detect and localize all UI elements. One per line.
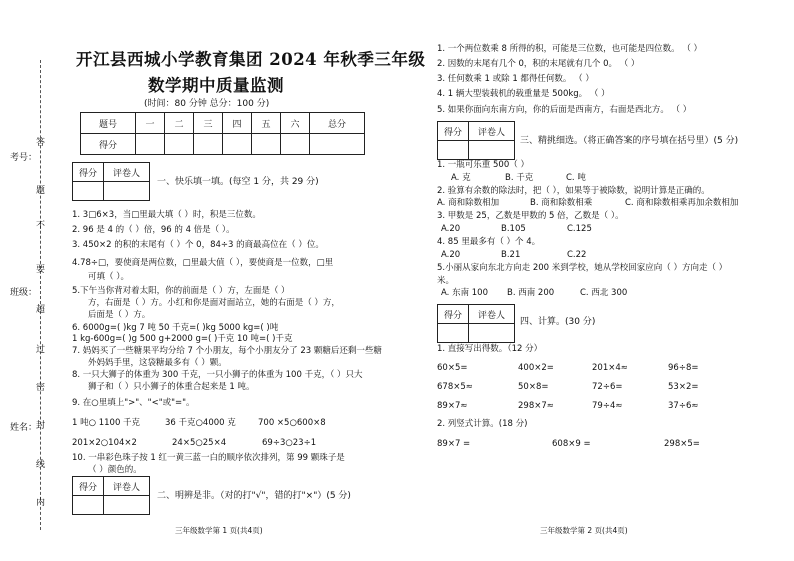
choice-option: C. 商和除数相乘再加余数相加 — [625, 198, 739, 208]
question-8-cont: 狮子和（ ）只小狮子的体重合起来是 1 吨。 — [88, 382, 255, 392]
choice-option: C. 西北 300 — [580, 288, 628, 298]
exam-number-label: 考号： — [10, 153, 38, 163]
score-cell[interactable] — [165, 134, 194, 155]
choice-option: C.22 — [567, 250, 587, 260]
choice-2: 2. 验算有余数的除法时，把（ ），如果等于被除数，说明计算是正确的。 — [437, 186, 710, 196]
choice-option: B. 西南 200 — [507, 288, 555, 298]
choice-1: 1. 一瓶可乐重 500（ ） — [437, 160, 529, 170]
grader-box — [437, 121, 515, 160]
oral-item: 79÷4≈ — [592, 401, 623, 411]
question-10: 10. 一串彩色珠子按 1 红一黄三蓝一白的顺序依次排列，第 99 颗珠子是 — [72, 453, 345, 463]
oral-item: 400×2= — [518, 363, 554, 373]
compare-item: 1 吨○ 1100 千克 — [72, 418, 141, 428]
choice-5: 5.小丽从家向东北方向走 200 米到学校，她从学校回家应向（ ）方向走（ ） — [437, 263, 728, 273]
compare-item: 700 ×5○600×8 — [258, 418, 326, 428]
binding-char: 封 — [36, 421, 46, 431]
grader-name-cell[interactable] — [104, 496, 150, 515]
exam-meta: (时间：80 分钟 总分：100 分) — [144, 99, 270, 109]
grader-name-cell[interactable] — [469, 141, 515, 160]
grader-score-cell[interactable] — [73, 182, 104, 201]
vertical-calc-item: 89×7 = — [437, 439, 471, 449]
grader-score-label: 得分 — [73, 163, 104, 182]
oral-item: 60×5= — [437, 363, 468, 373]
compare-item: 201×2○104×2 — [72, 438, 137, 448]
binding-char: 内 — [36, 498, 46, 508]
score-cell[interactable] — [194, 134, 223, 155]
grader-score-label: 得分 — [438, 305, 469, 324]
judge-2: 2. 因数的末尾有几个 0，积的末尾就有几个 0。 （ ） — [437, 59, 640, 69]
question-6: 6. 6000g=( )kg 7 吨 50 千克=( )kg 5000 kg=( )吨 — [72, 323, 279, 333]
judge-3: 3. 任何数乘 1 或除 1 都得任何数。 （ ） — [437, 74, 594, 84]
vertical-calc-item: 608×9 = — [552, 439, 591, 449]
vertical-calc-item: 298×5= — [664, 439, 700, 449]
class-label: 班级： — [10, 288, 38, 298]
question-1: 1. 3□6×3，当□里最大填（ ）时，积是三位数。 — [72, 210, 261, 220]
question-2: 2. 96 是 4 的（ ）倍，96 的 4 倍是（ ）。 — [72, 225, 235, 235]
grader-name-label: 评卷人 — [104, 163, 150, 182]
oral-item: 37÷6≈ — [668, 401, 699, 411]
oral-item: 678×5≈ — [437, 382, 473, 392]
score-header-cell: 五 — [251, 113, 280, 134]
question-8: 8. 一只大狮子的体重为 300 千克，一只小狮子的体重为 100 千克，（ ）只大 — [72, 370, 363, 380]
grader-score-cell[interactable] — [73, 496, 104, 515]
score-cell[interactable] — [251, 134, 280, 155]
grader-box — [437, 304, 515, 343]
score-cell[interactable] — [280, 134, 309, 155]
grader-name-label: 评卷人 — [469, 305, 515, 324]
question-7: 7. 妈妈买了一些糖果平均分给 7 个小朋友，每个小朋友分了 23 颗糖后还剩一些糖 — [72, 346, 382, 356]
binding-char: 题 — [36, 186, 46, 196]
question-6-cont: 1 kg-600g=( )g 500 g+2000 g=( )千克 10 吨=( )千克 — [72, 334, 293, 344]
oral-item: 72÷6= — [592, 382, 623, 392]
calc-part-2: 2. 列竖式计算。(18 分) — [437, 419, 528, 429]
grader-name-label: 评卷人 — [104, 477, 150, 496]
score-cell[interactable] — [309, 134, 364, 155]
score-header-cell: 三 — [194, 113, 223, 134]
binding-char: 不 — [36, 221, 46, 231]
grader-score-label: 得分 — [73, 477, 104, 496]
section-4-heading: 四、计算。(30 分) — [520, 317, 596, 327]
question-9: 9. 在○里填上">"、"<"或"="。 — [72, 398, 195, 408]
name-label: 姓名： — [10, 423, 38, 433]
question-10-cont: （ ）颜色的。 — [88, 465, 142, 475]
question-7-cont: 外妈妈手里，这袋糖最多有（ ）颗。 — [88, 358, 227, 368]
choice-3: 3. 甲数是 25，乙数是甲数的 5 倍，乙数是（ ）。 — [437, 211, 624, 221]
grader-score-cell[interactable] — [438, 141, 469, 160]
binding-char: 要 — [36, 265, 46, 275]
choice-option: C.125 — [567, 224, 592, 234]
question-5-cont: 方，右面是（ ）方。小红和你是面对面站立，她的右面是（ ）方， — [88, 298, 340, 308]
judge-4: 4. 1 辆大型装载机的载重量是 500kg。 （ ） — [437, 89, 610, 99]
exam-title: 开江县西城小学教育集团 2024 年秋季三年级 — [76, 50, 426, 69]
exam-subtitle: 数学期中质量监测 — [148, 76, 284, 95]
grader-box — [72, 162, 150, 201]
score-row-label: 得分 — [81, 134, 136, 155]
oral-item: 96÷8= — [668, 363, 699, 373]
binding-char: 线 — [36, 460, 46, 470]
binding-char: 过 — [36, 345, 46, 355]
choice-option: A.20 — [441, 250, 461, 260]
choice-option: B.105 — [501, 224, 526, 234]
judge-5: 5. 如果你面向东南方向，你的后面是西南方，右面是西北方。 （ ） — [437, 105, 692, 115]
choice-option: C. 吨 — [566, 173, 586, 183]
grader-name-cell[interactable] — [104, 182, 150, 201]
score-header-cell: 二 — [165, 113, 194, 134]
question-5: 5.下午当你背对着太阳，你的前面是（ ）方，左面是（ ） — [72, 286, 290, 296]
question-3: 3. 450×2 的积的末尾有（ ）个 0，84÷3 的商最高位在（ ）位。 — [72, 240, 324, 250]
oral-item: 50×8= — [518, 382, 549, 392]
oral-item: 298×7≈ — [518, 401, 554, 411]
binding-char: 答 — [36, 138, 46, 148]
grader-box — [72, 476, 150, 515]
section-1-heading: 一、快乐填一填。(每空 1 分，共 29 分) — [157, 177, 319, 187]
score-cell[interactable] — [222, 134, 251, 155]
page-footer: 三年级数学第 2 页(共4页) — [540, 526, 628, 535]
choice-option: B. 商和除数相乘 — [530, 198, 593, 208]
grader-name-label: 评卷人 — [469, 122, 515, 141]
binding-char: 密 — [36, 383, 46, 393]
compare-item: 69÷3○23÷1 — [262, 438, 317, 448]
score-header-cell: 一 — [136, 113, 165, 134]
question-5-cont: 后面是（ ）方。 — [88, 310, 151, 320]
binding-strip — [0, 0, 58, 561]
question-4: 4.78÷□，要使商是两位数，□里最大值（ ），要使商是一位数，□里 — [72, 258, 334, 268]
grader-score-cell[interactable] — [438, 324, 469, 343]
choice-option: A. 东南 100 — [441, 288, 488, 298]
choice-4: 4. 85 里最多有（ ）个 4。 — [437, 237, 541, 247]
judge-1: 1. 一个两位数乘 8 所得的积，可能是三位数，也可能是四位数。 （ ） — [437, 44, 703, 54]
compare-item: 36 千克○4000 克 — [165, 418, 236, 428]
oral-item: 53×2= — [668, 382, 699, 392]
page-footer: 三年级数学第 1 页(共4页) — [175, 526, 263, 535]
choice-5-cont: 米。 — [437, 276, 455, 286]
choice-option: A. 克 — [451, 173, 471, 183]
binding-char: 超 — [36, 305, 46, 315]
calc-part-1: 1. 直接写出得数。（12 分） — [437, 344, 543, 354]
choice-option: B.21 — [501, 250, 521, 260]
score-header-cell: 总分 — [309, 113, 364, 134]
score-header-cell: 四 — [222, 113, 251, 134]
oral-item: 201×4≈ — [592, 363, 628, 373]
score-cell[interactable] — [136, 134, 165, 155]
oral-item: 89×7≈ — [437, 401, 468, 411]
compare-item: 24×5○25×4 — [172, 438, 227, 448]
score-header-cell: 题号 — [81, 113, 136, 134]
section-2-heading: 二、明辨是非。（对的打"√"，错的打"×"）(5 分) — [157, 491, 351, 501]
section-3-heading: 三、精挑细选。（将正确答案的序号填在括号里）(5 分) — [520, 136, 739, 146]
question-4-cont: 可填（ ）。 — [88, 272, 129, 282]
choice-option: A.20 — [441, 224, 461, 234]
choice-option: B. 千克 — [505, 173, 534, 183]
choice-option: A. 商和除数相加 — [437, 198, 500, 208]
grader-score-label: 得分 — [438, 122, 469, 141]
grader-name-cell[interactable] — [469, 324, 515, 343]
score-header-cell: 六 — [280, 113, 309, 134]
score-table — [80, 112, 365, 155]
